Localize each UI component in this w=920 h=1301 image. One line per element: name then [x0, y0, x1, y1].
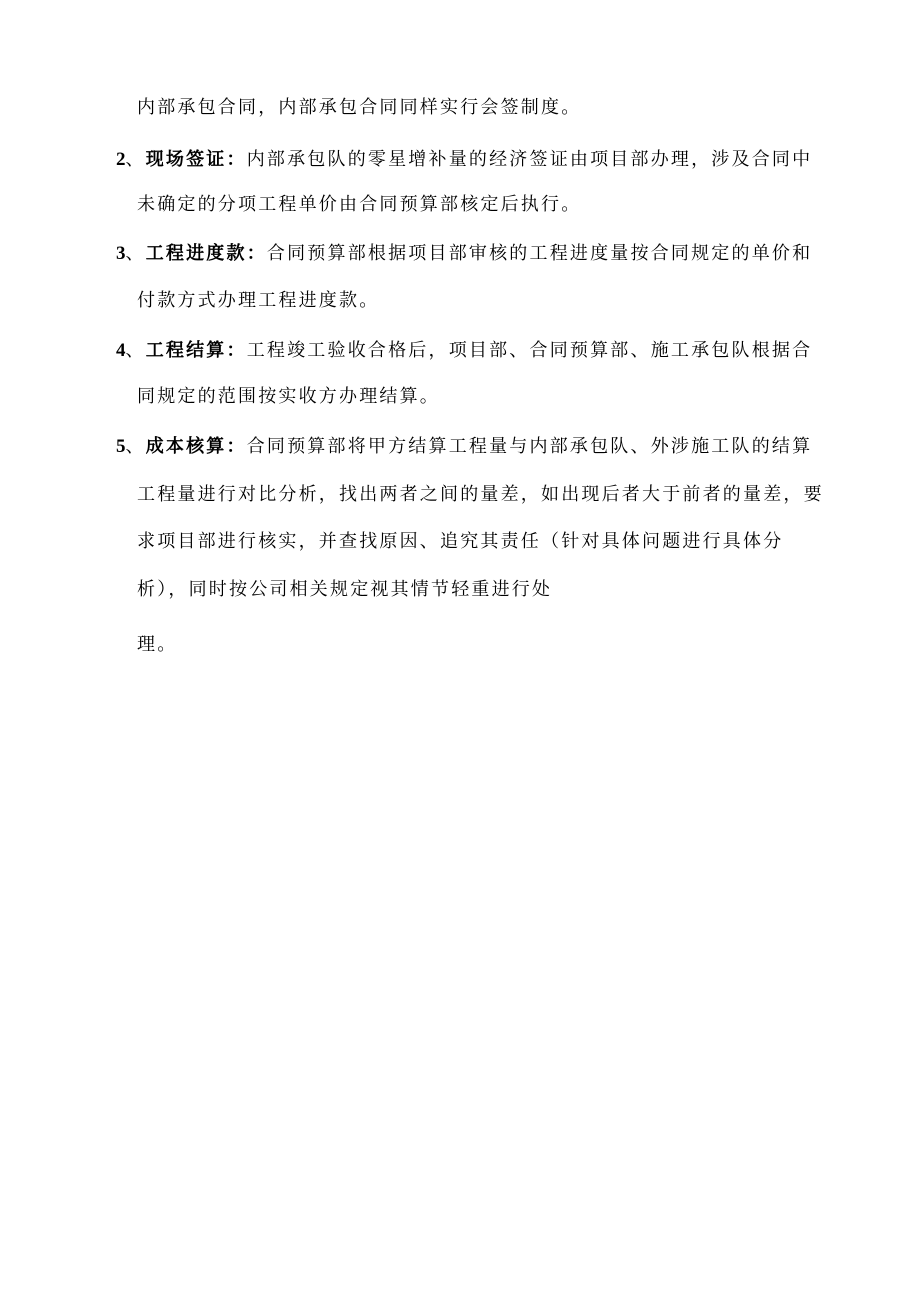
item-5-text-1: 合同预算部将甲方结算工程量与内部承包队、外涉施工队的结算	[246, 436, 813, 457]
continuation-text: 内部承包合同，内部承包合同同样实行会签制度。	[137, 97, 582, 118]
item-2-heading: 现场签证：	[145, 149, 247, 170]
item-5-line-5	[137, 633, 177, 657]
item-5-text-2: 工程量进行对比分析，找出两者之间的量差，如出现后者大于前者的量差，要	[137, 484, 824, 505]
item-5-number: 5	[116, 436, 126, 457]
item-3-line-2	[137, 289, 379, 313]
item-5-heading: 成本核算：	[145, 436, 247, 457]
item-5-text-3: 求项目部进行核实，并查找原因、追究其责任（针对具体问题进行具体分	[137, 531, 784, 552]
item-3-text-1: 合同预算部根据项目部审核的工程进度量按合同规定的单价和	[266, 243, 813, 264]
item-4-line-1	[116, 339, 812, 363]
item-4-heading: 工程结算：	[145, 340, 247, 361]
item-4-number: 4	[116, 340, 126, 361]
item-4-separator: 、	[125, 340, 146, 361]
item-3-text-2: 付款方式办理工程进度款。	[137, 290, 380, 311]
item-2-number: 2	[116, 149, 126, 170]
item-5-line-2	[137, 483, 824, 507]
item-4-text-1: 工程竣工验收合格后，项目部、合同预算部、施工承包队根据合	[246, 340, 813, 361]
item-4-text-2: 同规定的范围按实收方办理结算。	[137, 386, 440, 407]
item-4-line-2	[137, 385, 440, 409]
item-3-heading: 工程进度款：	[145, 243, 267, 264]
item-2-text-2: 未确定的分项工程单价由合同预算部核定后执行。	[137, 194, 582, 215]
item-2-text-1: 内部承包队的零星增补量的经济签证由项目部办理，涉及合同中	[246, 149, 813, 170]
item-3-line-1	[116, 242, 812, 266]
item-5-line-1	[116, 435, 812, 459]
item-5-text-4: 析），同时按公司相关规定视其情节轻重进行处	[137, 579, 553, 600]
item-5-separator: 、	[125, 436, 146, 457]
item-2-line-1	[116, 148, 812, 172]
item-3-number: 3	[116, 243, 126, 264]
item-2-line-2	[137, 193, 581, 217]
item-2-separator: 、	[125, 149, 146, 170]
item-3-separator: 、	[125, 243, 146, 264]
item-5-text-5: 理。	[137, 634, 178, 655]
continuation-line	[137, 96, 581, 120]
item-5-line-3	[137, 530, 783, 554]
item-5-line-4	[137, 578, 552, 602]
